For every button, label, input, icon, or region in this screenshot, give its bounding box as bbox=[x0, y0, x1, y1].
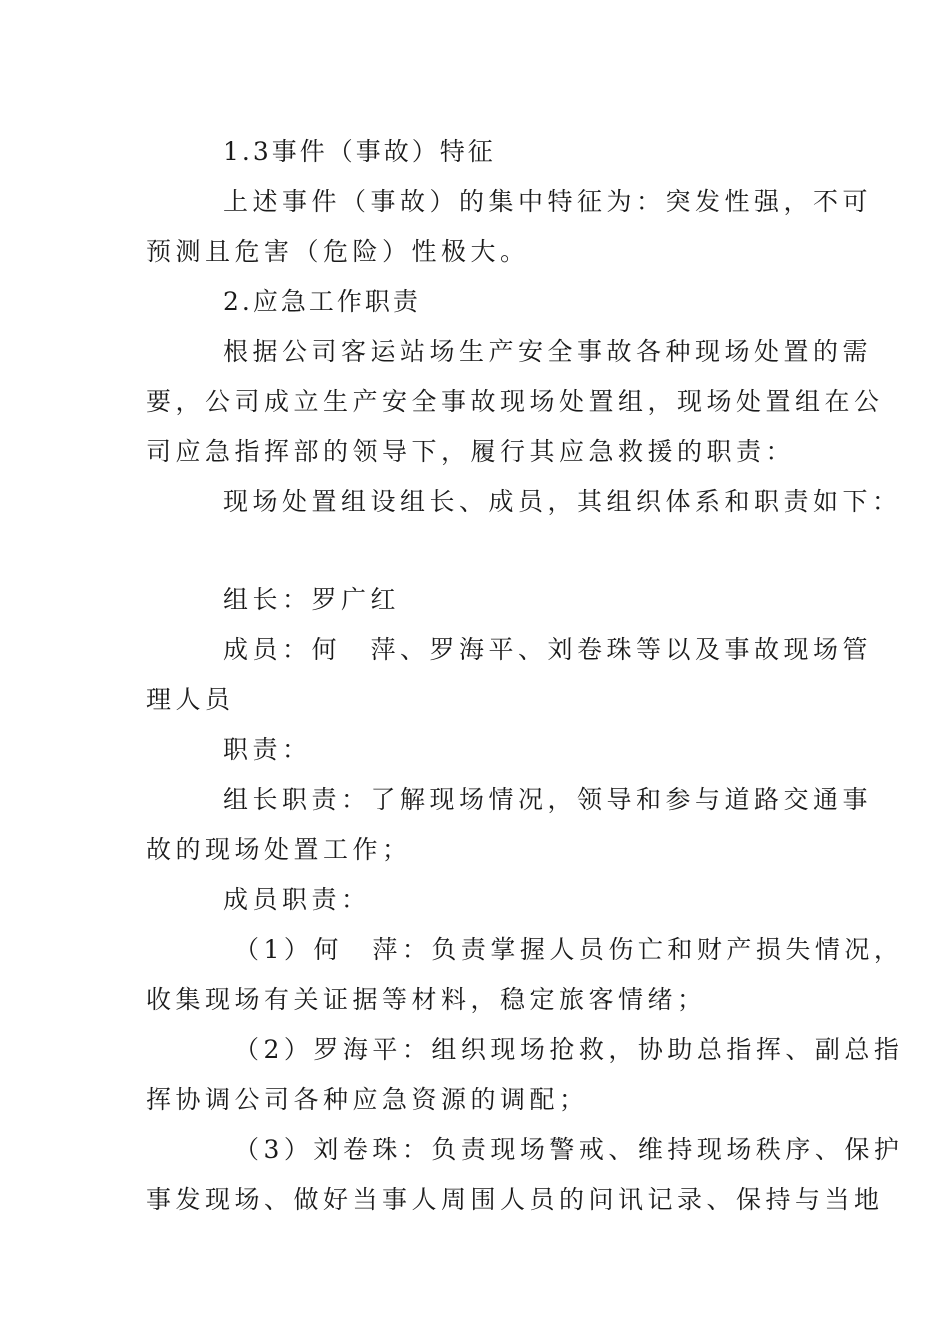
duty-item-3-cont: 事发现场、做好当事人周围人员的问讯记录、保持与当地 bbox=[146, 1185, 884, 1214]
paragraph-line: 现场处置组设组长、成员，其组织体系和职责如下： bbox=[223, 487, 902, 516]
members-line: 成员：何 萍、罗海平、刘卷珠等以及事故现场管 bbox=[223, 635, 873, 664]
duty-item-3: （3）刘卷珠：负责现场警戒、维持现场秩序、保护 bbox=[234, 1135, 904, 1164]
leader-duty-line: 组长职责：了解现场情况，领导和参与道路交通事 bbox=[223, 785, 873, 814]
paragraph-line: 要，公司成立生产安全事故现场处置组，现场处置组在公 bbox=[146, 387, 884, 416]
duty-item-1: （1）何 萍：负责掌握人员伤亡和财产损失情况， bbox=[234, 935, 904, 964]
section-1-3-heading: 1.3事件（事故）特征 bbox=[223, 137, 496, 166]
duty-item-2: （2）罗海平：组织现场抢救，协助总指挥、副总指 bbox=[234, 1035, 904, 1064]
paragraph-line: 预测且危害（危险）性极大。 bbox=[146, 237, 530, 266]
member-duties-heading: 成员职责： bbox=[223, 885, 371, 914]
duties-heading: 职责： bbox=[223, 735, 312, 764]
duty-item-2-cont: 挥协调公司各种应急资源的调配； bbox=[146, 1085, 589, 1114]
leader-line: 组长：罗广红 bbox=[223, 585, 401, 614]
duty-item-1-cont: 收集现场有关证据等材料，稳定旅客情绪； bbox=[146, 985, 707, 1014]
leader-duty-line: 故的现场处置工作； bbox=[146, 835, 412, 864]
section-2-heading: 2.应急工作职责 bbox=[223, 287, 421, 316]
paragraph-line: 上述事件（事故）的集中特征为：突发性强，不可 bbox=[223, 187, 873, 216]
paragraph-line: 司应急指挥部的领导下，履行其应急救援的职责： bbox=[146, 437, 796, 466]
members-line: 理人员 bbox=[146, 685, 235, 714]
paragraph-line: 根据公司客运站场生产安全事故各种现场处置的需 bbox=[223, 337, 873, 366]
